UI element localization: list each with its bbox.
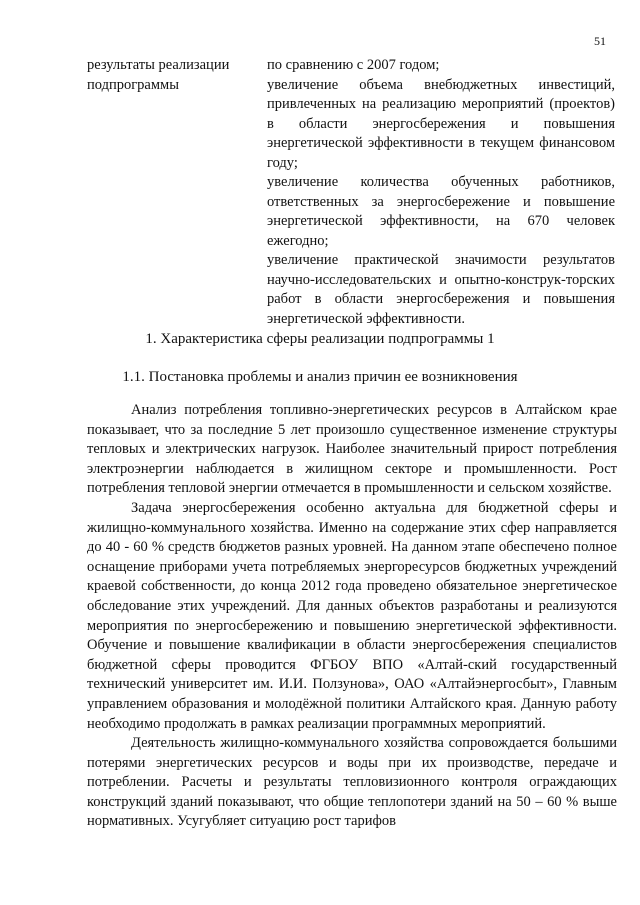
page-number: 51 <box>594 34 606 48</box>
paragraph: Деятельность жилищно-коммунального хозяйства сопровождается большими потерями энергетических ресурсов и воды при их производстве, передаче и потреблении. Расчеты и результаты тепловизионного контроля ограждающих конструкций зданий показывают, что общие теплопотери зданий на 50 – 60 % выше нормативных. Усугубляет ситуацию рост тарифов <box>87 735 617 830</box>
paragraph: Анализ потребления топливно-энергетических ресурсов в Алтайском крае показывает, что за последние 5 лет произошло существенное изменение структуры тепловых и электрических нагрузок. Наиболее значительный прирост потребления электроэнергии наблюдается в жилищном секторе и промышленности. Рост потребления тепловой энергии отмечается в промышленности и сельском хозяйстве. <box>87 402 617 497</box>
table-values <box>267 56 615 329</box>
table-item: увеличение практической значимости результатов научно-исследовательских и опытно-конструк-торских работ в области энергосбережения и повышения энергетической эффективности. <box>267 252 615 327</box>
section-heading: 1. Характеристика сферы реализации подпрограммы 1 <box>145 331 495 347</box>
table-label: результаты реализации подпрограммы <box>87 57 230 93</box>
paragraph: Задача энергосбережения особенно актуальна для бюджетной сферы и жилищно-коммунального хозяйства. Именно на содержание этих сфер направляется до 40 - 60 % средств бюджетов разных уровней. На данном этапе обеспечено полное оснащение приборами учета потребляемых энергоресурсов бюджетных учреждений краевой собственности, до конца 2012 года проведено обязательное энергетическое обследование этих учреждений. Для данных объектов разработаны и реализуются мероприятия по энергосбережению и повышению энергетической эффективности. Обучение и повышение квалификации в области энергосбережения специалистов бюджетной сферы проводится ФГБОУ ВПО «Алтай-ский государственный технический университет им. И.И. Ползунова», ОАО «Алтайэнергосбыт», Главным управлением образования и молодёжной политики Алтайского края. Данную работу необходимо продолжать в рамках реализации программных мероприятий. <box>87 499 617 732</box>
results-table <box>87 56 617 329</box>
table-item: по сравнению с 2007 годом; <box>267 57 440 73</box>
subsection-heading: 1.1. Постановка проблемы и анализ причин ее возникновения <box>122 369 518 385</box>
table-item: увеличение объема внебюджетных инвестиций, привлеченных на реализацию мероприятий (проектов) в области энергосбережения и повышения энергетической эффективности в текущем финансовом году; <box>267 76 615 171</box>
body-text <box>87 401 617 832</box>
table-item: увеличение количества обученных работников, ответственных за энергосбережение и повышение энергетической эффективности, на 670 человек ежегодно; <box>267 174 615 249</box>
